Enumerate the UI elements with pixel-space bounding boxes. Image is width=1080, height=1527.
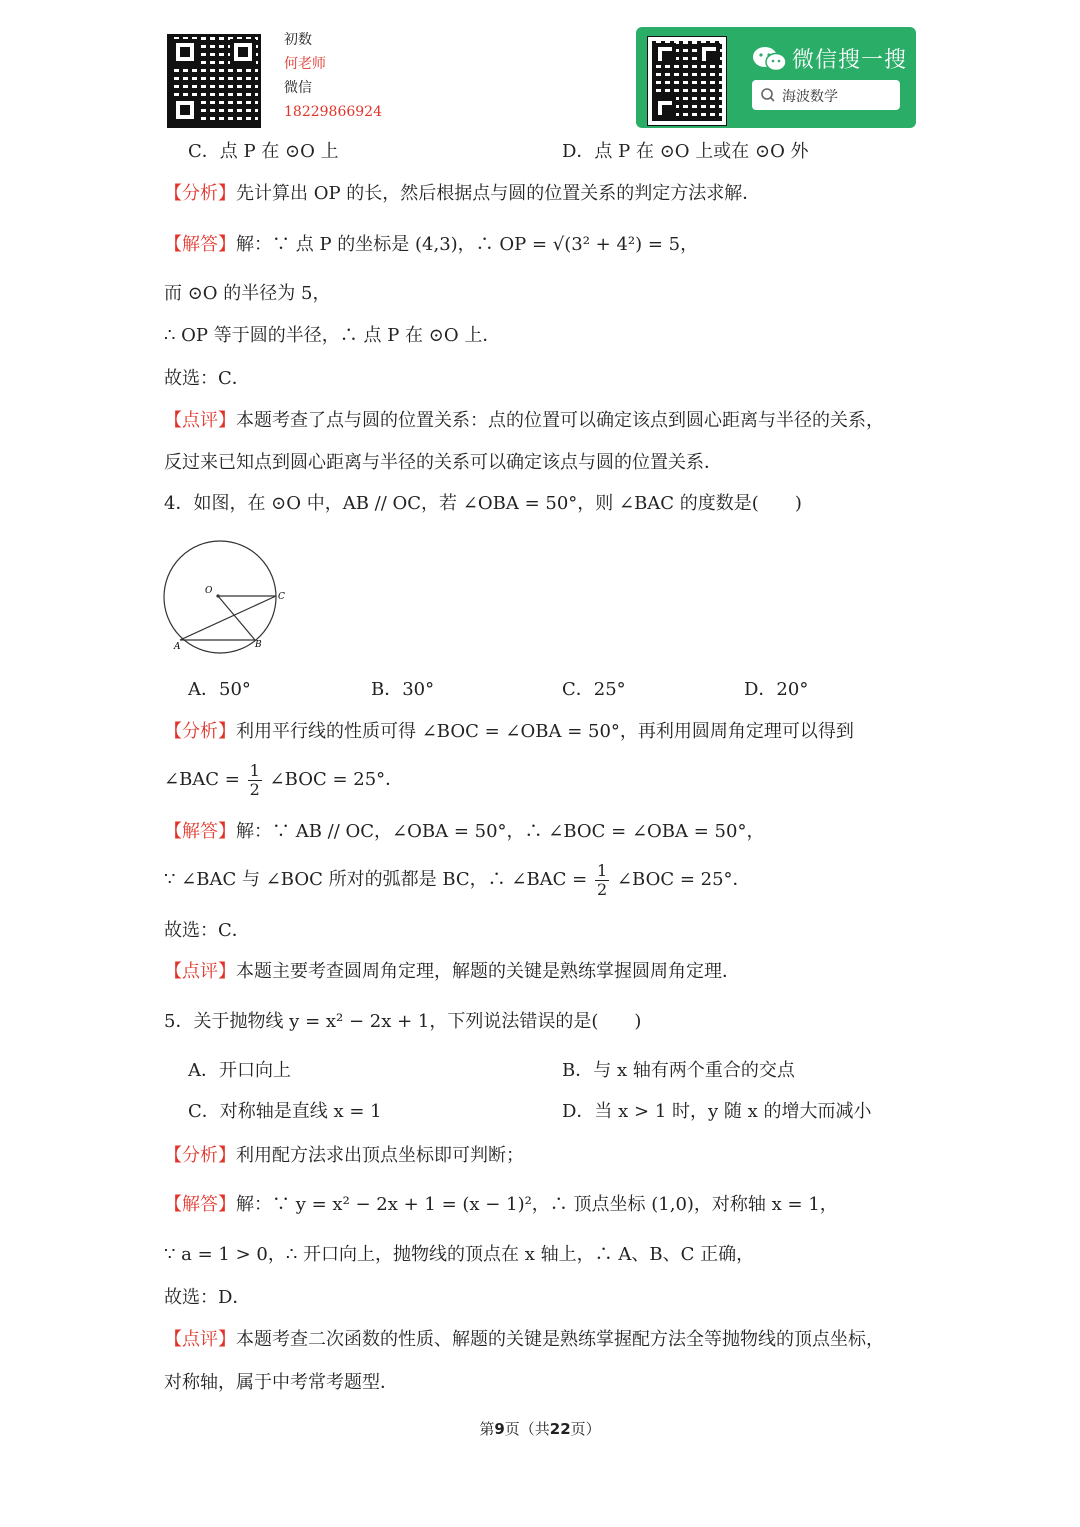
analysis-text: 利用配方法求出顶点坐标即可判断；	[236, 1145, 524, 1166]
wechat-icon	[752, 45, 788, 73]
fraction-den: 2	[249, 779, 260, 799]
comment-text: 本题主要考查圆周角定理，解题的关键是熟练掌握圆周角定理．	[236, 961, 740, 982]
page-total: 22	[549, 1420, 571, 1438]
option-5c: C．对称轴是直线 x = 1	[188, 1101, 382, 1122]
option-4a: A．50°	[188, 679, 251, 700]
choice-4: 故选：C．	[164, 920, 250, 941]
comment-text: 本题考查了点与圆的位置关系：点的位置可以确定该点到圆心距离与半径的关系，	[236, 410, 884, 431]
page-number: 9	[494, 1420, 505, 1438]
answer-text: 解：∵ AB // OC，∠OBA = 50°，∴ ∠BOC = ∠OBA = 50°，	[236, 821, 765, 842]
analysis-tag: 【分析】	[164, 1145, 236, 1166]
analysis-3	[164, 182, 760, 206]
comment-text: 本题考查二次函数的性质、解题的关键是熟练掌握配方法全等抛物线的顶点坐标，	[236, 1329, 884, 1350]
answer-3	[164, 233, 698, 257]
formula-part: ∠BAC =	[164, 769, 240, 790]
page-footer	[0, 1418, 1080, 1439]
circle-figure	[160, 538, 290, 658]
answer-4-line-2	[164, 860, 751, 900]
answer-text: 解：∵ y = x² − 2x + 1 = (x − 1)²，∴ 顶点坐标 (1,0)，对称轴 x = 1，	[236, 1194, 838, 1215]
answer-4	[164, 820, 764, 844]
answer-text: 解：∵ 点 P 的坐标是 (4,3)，∴ OP = √(3² + 4²) = 5，	[236, 234, 699, 255]
answer-tag: 【解答】	[164, 821, 236, 842]
comment-tag: 【点评】	[164, 410, 236, 431]
answer-5	[164, 1193, 838, 1217]
analysis-tag: 【分析】	[164, 721, 236, 742]
formula-part: ∵ ∠BAC 与 ∠BOC 所对的弧都是 BC，∴ ∠BAC =	[164, 869, 588, 890]
comment-4	[164, 960, 740, 984]
comment-3-line-2: 反过来已知点到圆心距离与半径的关系可以确定该点与圆的位置关系．	[164, 452, 722, 473]
option-3d: D．点 P 在 ⊙O 上或在 ⊙O 外	[562, 141, 809, 162]
comment-tag: 【点评】	[164, 961, 236, 982]
label-b: B	[255, 640, 262, 650]
question-5: 5．关于抛物线 y = x² − 2x + 1，下列说法错误的是( )	[164, 1011, 642, 1032]
analysis-5	[164, 1144, 524, 1168]
fraction-half	[595, 862, 609, 899]
segment-ob	[218, 596, 255, 640]
choice-3: 故选：C．	[164, 368, 250, 389]
answer-tag: 【解答】	[164, 1194, 236, 1215]
analysis-tag: 【分析】	[164, 183, 236, 204]
choice-5: 故选：D．	[164, 1287, 251, 1308]
answer-3-line-2: 而 ⊙O 的半径为 5，	[164, 283, 331, 304]
comment-tag: 【点评】	[164, 1329, 236, 1350]
header-line-1: 初数	[284, 32, 312, 48]
wechat-qr-code	[648, 37, 726, 125]
option-4c: C．25°	[562, 679, 626, 700]
answer-3-line-3: ∴ OP 等于圆的半径，∴ 点 P 在 ⊙O 上．	[164, 325, 501, 346]
fraction-half	[248, 762, 262, 799]
wechat-search-card	[636, 27, 916, 128]
footer-mid: 页（共	[504, 1420, 550, 1438]
footer-pre: 第	[479, 1420, 495, 1438]
circle-o	[164, 541, 276, 653]
formula-part: ∠BOC = 25°．	[616, 869, 751, 890]
comment-3	[164, 409, 884, 433]
wechat-search-box[interactable]	[752, 80, 900, 110]
fraction-num: 1	[249, 760, 260, 780]
analysis-4-line-2	[164, 760, 403, 800]
teacher-info	[284, 28, 382, 124]
question-4: 4．如图，在 ⊙O 中，AB // OC，若 ∠OBA = 50°，则 ∠BAC 的度数是( )	[164, 493, 802, 514]
option-4b: B．30°	[371, 679, 435, 700]
option-5b: B．与 x 轴有两个重合的交点	[562, 1060, 795, 1081]
analysis-text: 先计算出 OP 的长，然后根据点与圆的位置关系的判定方法求解．	[236, 183, 761, 204]
qr-code	[167, 34, 261, 128]
option-3c: C．点 P 在 ⊙O 上	[188, 141, 339, 162]
analysis-4	[164, 720, 854, 744]
comment-5-line-2: 对称轴，属于中考常考题型．	[164, 1372, 398, 1393]
fraction-num: 1	[597, 860, 608, 880]
wechat-title: 微信搜一搜	[792, 48, 908, 73]
answer-5-line-2: ∵ a = 1 > 0，∴ 开口向上，抛物线的顶点在 x 轴上，∴ A、B、C 正确，	[164, 1244, 755, 1265]
comment-5	[164, 1328, 884, 1352]
analysis-text: 利用平行线的性质可得 ∠BOC = ∠OBA = 50°，再利用圆周角定理可以得到	[236, 721, 854, 742]
header-line-2: 何老师	[284, 56, 326, 72]
header-line-3: 微信	[284, 80, 312, 96]
search-icon	[760, 87, 776, 103]
option-5a: A．开口向上	[188, 1060, 291, 1081]
option-4d: D．20°	[744, 679, 809, 700]
wechat-search-text: 海波数学	[782, 89, 838, 105]
option-5d: D．当 x > 1 时，y 随 x 的增大而减小	[562, 1101, 872, 1122]
answer-tag: 【解答】	[164, 234, 236, 255]
fraction-den: 2	[597, 879, 608, 899]
segment-ac	[180, 596, 276, 640]
formula-part: ∠BOC = 25°．	[269, 769, 404, 790]
header-phone: 18229866924	[284, 104, 382, 120]
label-o: O	[205, 586, 213, 596]
label-c: C	[278, 592, 285, 602]
label-a: A	[174, 642, 181, 652]
footer-post: 页）	[570, 1420, 601, 1438]
